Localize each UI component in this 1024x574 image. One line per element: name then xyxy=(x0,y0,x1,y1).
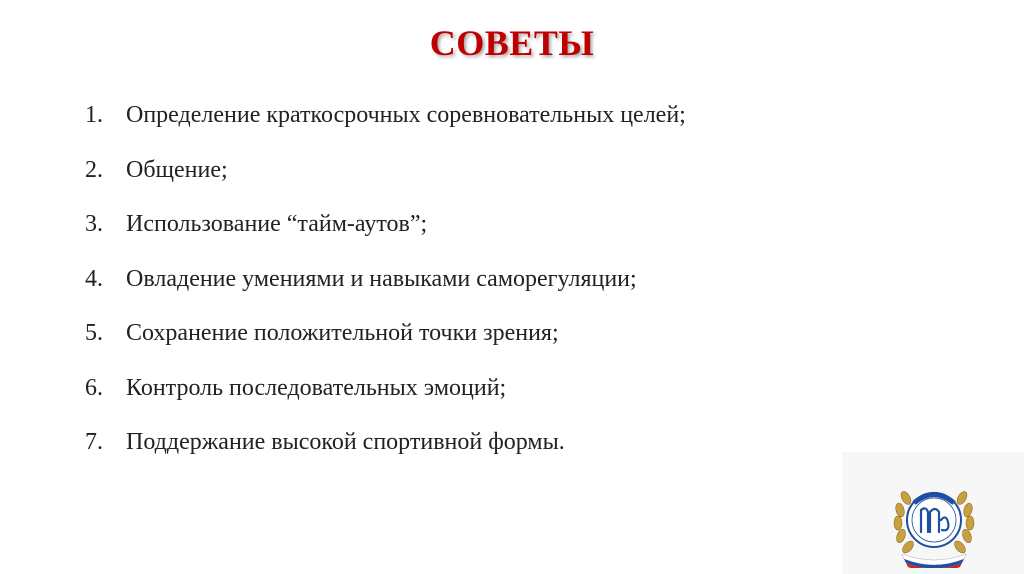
university-emblem-icon xyxy=(884,468,984,568)
list-item-number: 6. xyxy=(85,374,103,401)
list-item-number: 3. xyxy=(85,211,103,237)
slide-title: СОВЕТЫ xyxy=(429,23,595,63)
ribbon xyxy=(902,554,966,568)
list-item-number: 4. xyxy=(85,265,103,292)
list-item-number: 2. xyxy=(85,156,103,183)
list-item-number: 5. xyxy=(85,320,103,346)
list-item xyxy=(85,429,686,484)
list-item-number: 1. xyxy=(85,102,103,128)
list-item xyxy=(85,266,686,321)
tips-list xyxy=(85,102,686,484)
list-item xyxy=(85,375,686,430)
logo-panel xyxy=(842,452,1024,574)
list-item xyxy=(85,320,686,375)
list-item-text: Контроль последовательных эмоций; xyxy=(126,374,507,401)
list-item xyxy=(85,157,686,212)
list-item xyxy=(85,211,686,266)
list-item-text: Овладение умениями и навыками саморегуляции; xyxy=(126,265,637,292)
list-item-text: Поддержание высокой спортивной формы. xyxy=(126,429,565,455)
list-item-text: Определение краткосрочных соревновательных целей; xyxy=(126,102,686,128)
list-item xyxy=(85,102,686,157)
list-item-text: Использование “тайм-аутов”; xyxy=(126,211,428,237)
list-item-text: Общение; xyxy=(126,156,228,183)
list-item-text: Сохранение положительной точки зрения; xyxy=(126,320,559,346)
list-item-number: 7. xyxy=(85,429,103,455)
